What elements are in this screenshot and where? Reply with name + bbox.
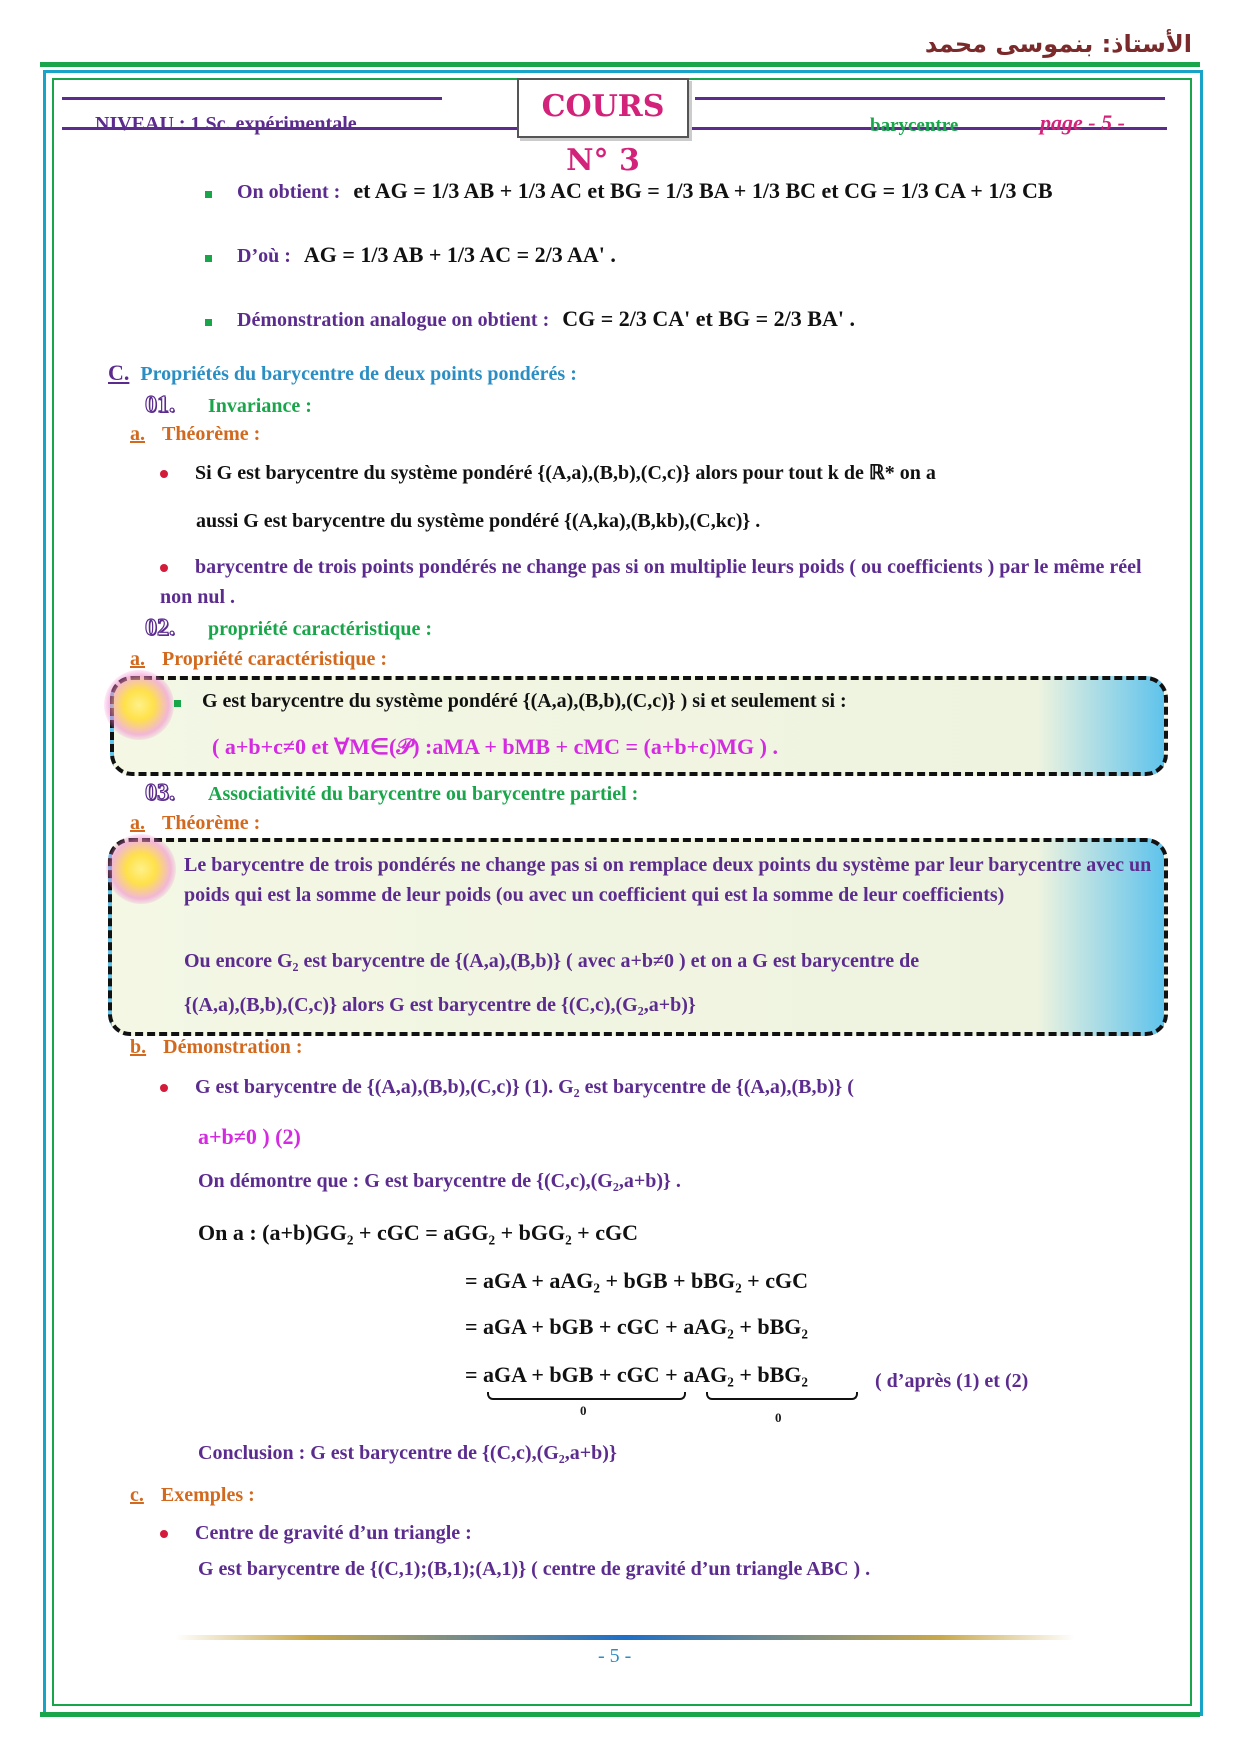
calc-line-2: = aGA + aAG₂ + bGB + bBG₂ + cGC [465,1268,808,1293]
text-line: Si G est barycentre du système pondéré {(A,a),(B,b),(C,c)} alors pour tout k de ℝ* on a [195,462,936,484]
associativity-box [108,838,1168,1036]
underbrace-icon [706,1392,858,1400]
item-title: Exemples : [160,1484,255,1506]
invariance-bullet-2 [160,552,1150,612]
subsection-title: propriété caractéristique : [208,618,432,640]
topic-label: barycentre [870,115,959,136]
item-title: Démonstration : [163,1036,303,1058]
bullet-label: Démonstration analogue on obtient : [237,309,550,331]
theorem-heading-2 [130,812,260,835]
calc-line-1: On a : (a+b)GG₂ + cGC = aGG₂ + bGG₂ + cGC [198,1220,638,1245]
examples-heading [130,1484,255,1507]
invariance-bullet-1 [160,460,1150,485]
item-title: Théorème : [162,423,261,445]
theorem-line-3: {(A,a),(B,b),(C,c)} alors G est barycentre de {(C,c),(G₂,a+b)} [184,994,696,1016]
course-badge: COURS N° 3 [517,78,689,138]
property-line-1 [174,690,847,713]
header-rule-right [695,97,1165,100]
bullet-square-icon [205,319,212,326]
text-line: aussi G est barycentre du système pondéré {(A,ka),(B,kb),(C,kc)} . [196,510,761,532]
item-label: c. [130,1484,144,1506]
formula: AG = 1/3 AB + 1/3 AC = 2/3 AA' . [303,242,616,267]
subsection-title: Invariance : [208,395,312,417]
page-number: - 5 - [1088,110,1125,135]
item-title: Théorème : [162,812,261,834]
formula: CG = 2/3 CA' et BG = 2/3 BA' . [562,306,855,331]
text-line: On démontre que : G est barycentre de {(C,c),(G₂,a+b)} . [198,1170,681,1192]
underbrace-icon [487,1392,686,1400]
bullet-dot-icon [160,470,168,478]
bullet-dot-icon [160,1530,168,1538]
section-title: Propriétés du barycentre de deux points pondérés : [140,363,577,385]
subsection-02-heading [145,615,432,642]
item-title: Propriété caractéristique : [162,648,388,670]
footer-page-number: - 5 - [598,1645,632,1667]
subsection-01-heading [145,392,312,419]
brace-value: 0 [580,1403,587,1418]
property-heading [130,648,387,671]
subsection-03-heading [145,780,638,807]
bottom-rule [40,1712,1200,1717]
bullet-square-icon [174,700,181,707]
bullet-square-icon [205,255,212,262]
bullet-dot-icon [160,1084,168,1092]
header-rule-left [62,97,442,100]
top-rule [40,62,1200,67]
author-name: الأستاذ: بنموسى محمد [924,30,1192,58]
sun-decoration-icon [104,670,174,740]
demo-bullet [160,1076,854,1099]
bullet-label: D’où : [237,245,291,267]
theorem-heading [130,423,260,446]
section-c-heading [108,360,577,386]
item-label: a. [130,423,145,445]
text-line: G est barycentre du système pondéré {(A,a),(B,b),(C,c)} ) si et seulement si : [202,690,847,712]
page-label: page [1040,110,1083,135]
brace-value: 0 [775,1410,782,1425]
calc-note: ( d’après (1) et (2) [875,1370,1029,1392]
property-box [110,676,1168,776]
section-letter: C. [108,360,130,385]
page-indicator [1040,110,1125,136]
item-label: b. [130,1036,147,1058]
intro-bullet-1 [205,178,1053,204]
demonstration-heading [130,1036,303,1059]
bullet-label: On obtient : [237,181,341,203]
level-label: NIVEAU : 1 Sc. expérimentale [95,113,357,135]
calc-line-3: = aGA + bGB + cGC + aAG₂ + bBG₂ [465,1314,808,1339]
subsection-number: 03. [145,780,175,806]
text-line: a+b≠0 ) (2) [198,1124,301,1149]
item-label: a. [130,812,145,834]
text-paragraph: barycentre de trois points pondérés ne change pas si on multiplie leurs poids ( ou coefficients ) par le même réel non nul . [160,556,1142,608]
sun-decoration-icon [106,834,176,904]
example-text: G est barycentre de {(C,1);(B,1);(A,1)} ( centre de gravité d’un triangle ABC ) . [198,1558,871,1580]
text-line: G est barycentre de {(A,a),(B,b),(C,c)} (1). G₂ est barycentre de {(A,a),(B,b)} ( [195,1076,854,1098]
conclusion: Conclusion : G est barycentre de {(C,c),(G₂,a+b)} [198,1442,617,1464]
footer-rule [175,1635,1075,1640]
formula: et AG = 1/3 AB + 1/3 AC et BG = 1/3 BA + 1/3 BC et CG = 1/3 CA + 1/3 CB [353,178,1053,203]
calc-line-4: = aGA + bGB + cGC + aAG₂ + bBG₂ [465,1362,808,1387]
bullet-square-icon [205,191,212,198]
theorem-line-2: Ou encore G₂ est barycentre de {(A,a),(B,b)} ( avec a+b≠0 ) et on a G est barycentre de [184,950,920,972]
intro-bullet-3 [205,306,855,332]
intro-bullet-2 [205,242,616,268]
example-bullet [160,1522,472,1545]
theorem-text: Le barycentre de trois pondérés ne change pas si on remplace deux points du système par leur barycentre avec un poids qui est la somme de leur poids (ou avec un coefficient qui est la somme de leur coefficients) [184,854,1152,906]
example-title: Centre de gravité d’un triangle : [195,1522,472,1544]
subsection-title: Associativité du barycentre ou barycentre partiel : [208,783,639,805]
property-formula: ( a+b+c≠0 et ∀M∈(𝒫) :aMA + bMB + cMC = (a+b+c)MG ) . [212,734,778,759]
subsection-number: 02. [145,615,175,641]
subsection-number: 01. [145,392,175,418]
bullet-dot-icon [160,564,168,572]
item-label: a. [130,648,145,670]
